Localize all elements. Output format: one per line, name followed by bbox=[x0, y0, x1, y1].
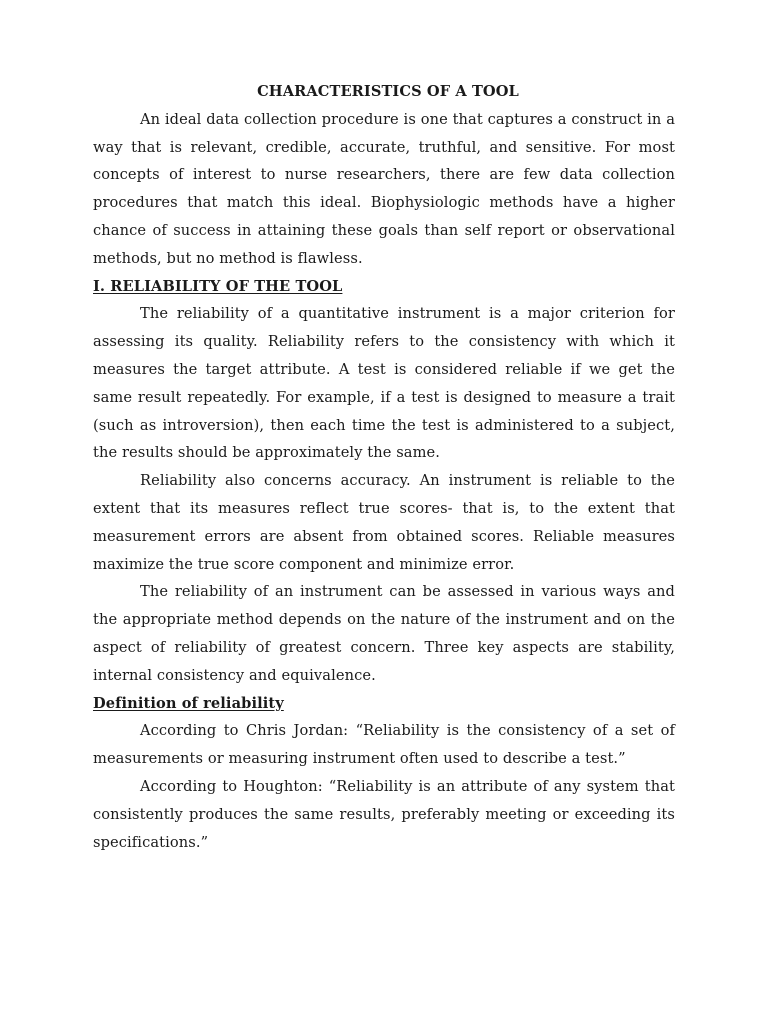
document-page bbox=[93, 78, 675, 856]
definition-paragraph-houghton: According to Houghton: “Reliability is an attribute of any system that consistently produces the same results, preferably meeting or exceeding its specifications.” bbox=[93, 777, 675, 851]
reliability-paragraph-1: The reliability of a quantitative instrument is a major criterion for assessing its quality. Reliability refers to the consistency with which it measures the target attribute. A test is considered reliable if we get the same result repeatedly. For example, if a test is designed to measure a trait (such as introversion), then each time the test is administered to a subject, the results should be approximately the same. bbox=[93, 305, 675, 462]
reliability-paragraph-3: The reliability of an instrument can be assessed in various ways and the appropriate method depends on the nature of the instrument and on the aspect of reliability of greatest concern. Three key aspects are stability, internal consistency and equivalence. bbox=[93, 583, 675, 684]
reliability-paragraph-2: Reliability also concerns accuracy. An instrument is reliable to the extent that its measures reflect true scores- that is, to the extent that measurement errors are absent from obtained scores. Reliable measures maximize the true score component and minimize error. bbox=[93, 472, 675, 573]
definition-paragraph-jordan: According to Chris Jordan: “Reliability is the consistency of a set of measurements or measuring instrument often used to describe a test.” bbox=[93, 722, 675, 768]
document-title: CHARACTERISTICS OF A TOOL bbox=[257, 83, 519, 100]
section-heading-reliability: I. RELIABILITY OF THE TOOL bbox=[93, 277, 343, 295]
intro-paragraph: An ideal data collection procedure is one that captures a construct in a way that is relevant, credible, accurate, truthful, and sensitive. For most concepts of interest to nurse researchers, there are few data collection procedures that match this ideal. Biophysiologic methods have a higher chance of success in attaining these goals than self report or observational methods, but no method is flawless. bbox=[93, 110, 675, 267]
section-heading-definition: Definition of reliability bbox=[93, 694, 284, 712]
